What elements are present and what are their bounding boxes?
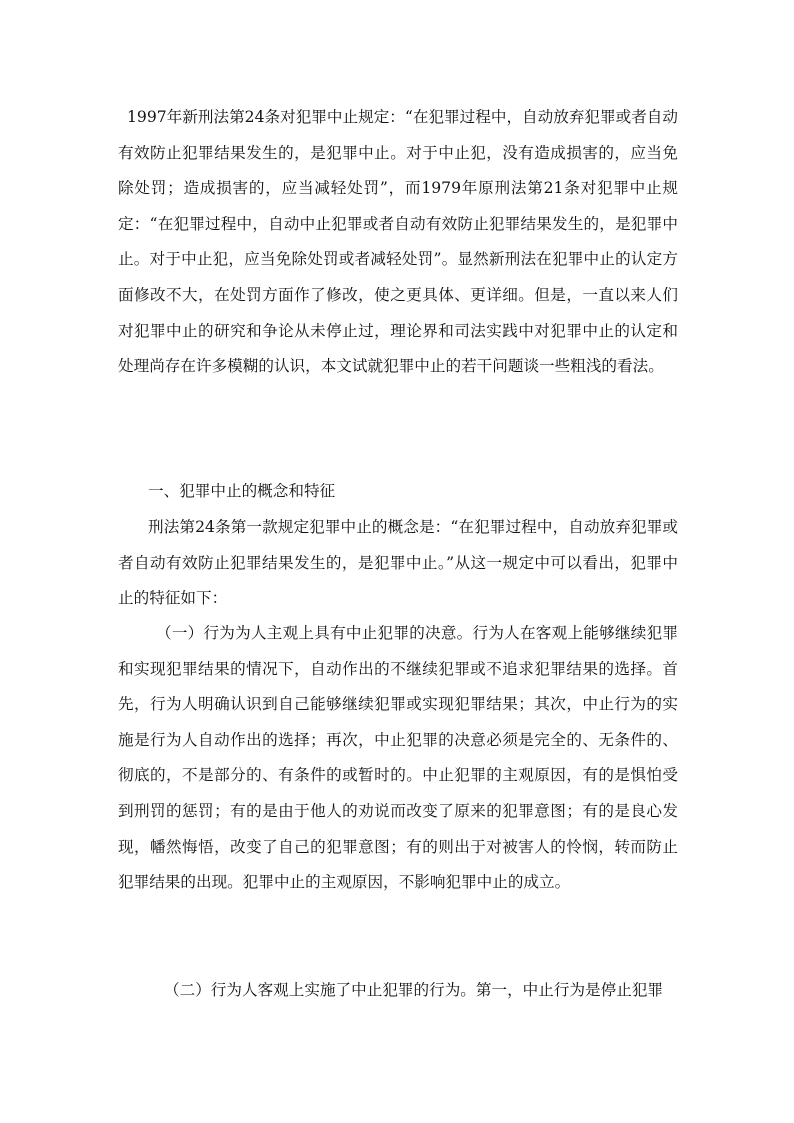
feature-one-paragraph: （一）行为为人主观上具有中止犯罪的决意。行为人在客观上能够继续犯罪和实现犯罪结果的情况下，自动作出的不继续犯罪或不追求犯罪结果的选择。首先，行为人明确认识到自己能够继续犯罪或实现犯罪结果；其次，中止行为的实施是行为人自动作出的选择；再次，中止犯罪的决意必须是完全的、无条件的、彻底的，不是部分的、有条件的或暂时的。中止犯罪的主观原因，有的是惧怕受到刑罚的惩罚；有的是由于他人的劝说而改变了原来的犯罪意图；有的是良心发现，幡然悔悟，改变了自己的犯罪意图；有的则出于对被害人的怜悯，转而防止犯罪结果的出现。犯罪中止的主观原因，不影响犯罪中止的成立。 xyxy=(118,624,678,892)
feature-two-paragraph: （二）行为人客观上实施了中止犯罪的行为。第一，中止行为是停止犯罪 xyxy=(164,981,664,999)
section-heading: 一、犯罪中止的概念和特征 xyxy=(148,482,336,500)
definition-paragraph: 刑法第24条第一款规定犯罪中止的概念是：“在犯罪过程中，自动放弃犯罪或者自动有效防止犯罪结果发生的，是犯罪中止。”从这一规定中可以看出，犯罪中止的特征如下： xyxy=(118,518,678,608)
intro-paragraph: 1997年新刑法第24条对犯罪中止规定：“在犯罪过程中，自动放弃犯罪或者自动有效防止犯罪结果发生的，是犯罪中止。对于中止犯，没有造成损害的，应当免除处罚；造成损害的，应当减轻处罚”，而1979年原刑法第21条对犯罪中止规定：“在犯罪过程中，自动中止犯罪或者自动有效防止犯罪结果发生的，是犯罪中止。对于中止犯，应当免除处罚或者减轻处罚”。显然新刑法在犯罪中止的认定方面修改不大，在处罚方面作了修改，使之更具体、更详细。但是，一直以来人们对犯罪中止的研究和争论从未停止过，理论界和司法实践中对犯罪中止的认定和处理尚存在许多模糊的认识，本文试就犯罪中止的若干问题谈一些粗浅的看法。 xyxy=(118,108,678,376)
